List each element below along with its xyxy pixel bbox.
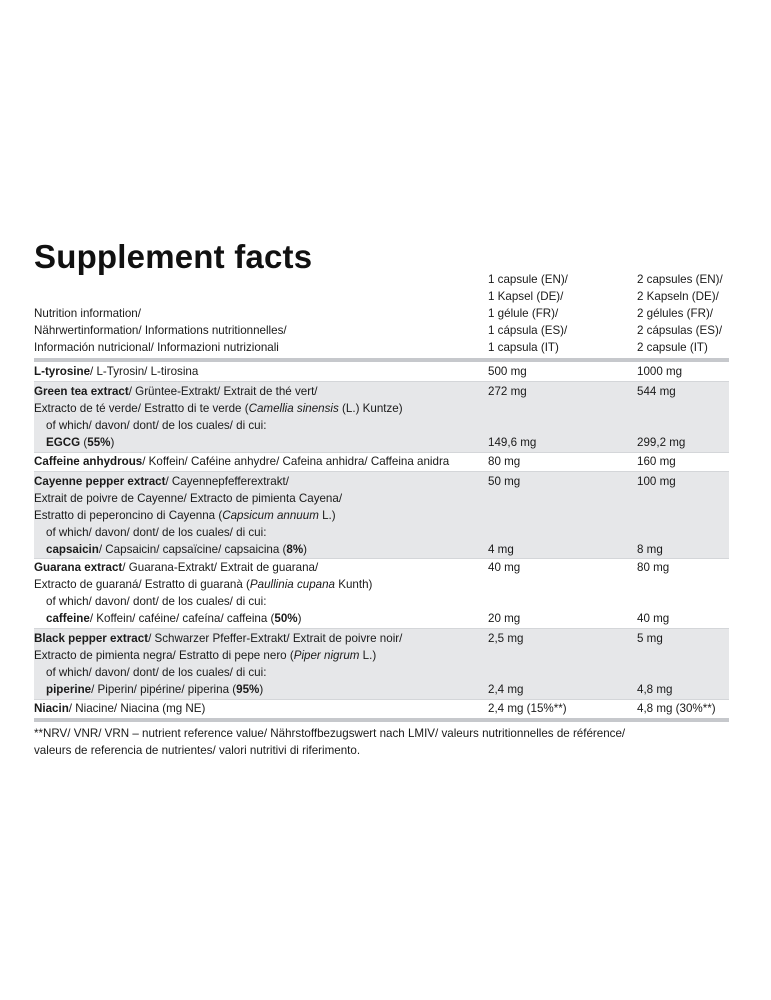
capsaicin-line: capsaicin/ Capsaicin/ capsaïcine/ capsaicina (8%) [46,543,308,556]
row-caffeine-anhydrous: Caffeine anhydrous/ Koffein/ Caféine anhydre/ Cafeina anhidra/ Caffeina anidra 80 mg 160 mg [34,455,676,468]
header-nutrition-information: Nutrition information/ Nährwertinformation/ Informations nutritionnelles/ Información nutricional/ Informazioni nutrizionali [34,307,287,354]
guarana-caffeine-line: caffeine/ Koffein/ caféine/ cafeína/ caffeina (50%) [46,612,302,625]
row-guarana-extract: Guarana extract/ Guarana-Extrakt/ Extrait de guarana/ Extracto de guaraná/ Estratto di guaranà (Paullinia cupana Kunth) of which/ davon/ dont/ de los cuales/ di cui: caffeine/ Koffein/ caféine/ cafeína/ caffeina (50%) 40 mg 80 mg 20 mg 40 mg [34,561,670,625]
row-l-tyrosine: L-tyrosine/ L-Tyrosin/ L-tirosina 500 mg 1000 mg [34,365,683,378]
header-serving-1-capsule: 1 capsule (EN)/ 1 Kapsel (DE)/ 1 gélule (FR)/ 1 cápsula (ES)/ 1 capsula (IT) [488,273,568,354]
piperine-line: piperine/ Piperin/ pipérine/ piperina (95%) [46,683,264,696]
row-green-tea-extract: Green tea extract/ Grüntee-Extrakt/ Extrait de thé vert/ Extracto de té verde/ Estratto di te verde (Camellia sinensis (L.) Kuntze) of which/ davon/ dont/ de los cuales/ di cui: EGCG (55%) 272 mg 544 mg 149,6 mg 299,2 mg [34,382,729,452]
row-niacin: Niacin/ Niacine/ Niacina (mg NE) 2,4 mg (15%**) 4,8 mg (30%**) [34,702,716,715]
page-title: Supplement facts [34,238,313,275]
row-cayenne-pepper-extract: Cayenne pepper extract/ Cayennepfefferextrakt/ Extrait de poivre de Cayenne/ Extracto de pimienta Cayena/ Estratto di peperoncino di Cayenna (Capsicum annuum L.) of which/ davon/ dont/ de los cuales/ di cui: capsaicin/ Capsaicin/ capsaïcine/ capsaicina (8%) 50 mg 100 mg 4 mg 8 mg [34,472,729,558]
footnote: **NRV/ VNR/ VRN – nutrient reference value/ Nährstoffbezugswert nach LMIV/ valeurs nutritionnelles de référence/ valeurs de referencia de nutrientes/ valori nutritivi di riferimento. [34,727,626,757]
header-separator [34,358,729,362]
table-bottom-separator [34,718,729,722]
egcg-line: EGCG (55%) [46,436,115,449]
row-black-pepper-extract: Black pepper extract/ Schwarzer Pfeffer-Extrakt/ Extrait de poivre noir/ Extracto de pimienta negra/ Estratto di pepe nero (Piper nigrum L.) of which/ davon/ dont/ de los cuales/ di cui: piperine/ Piperin/ pipérine/ piperina (95%) 2,5 mg 5 mg 2,4 mg 4,8 mg [34,629,729,699]
header-serving-2-capsules: 2 capsules (EN)/ 2 Kapseln (DE)/ 2 gélules (FR)/ 2 cápsulas (ES)/ 2 capsule (IT) [637,273,723,354]
